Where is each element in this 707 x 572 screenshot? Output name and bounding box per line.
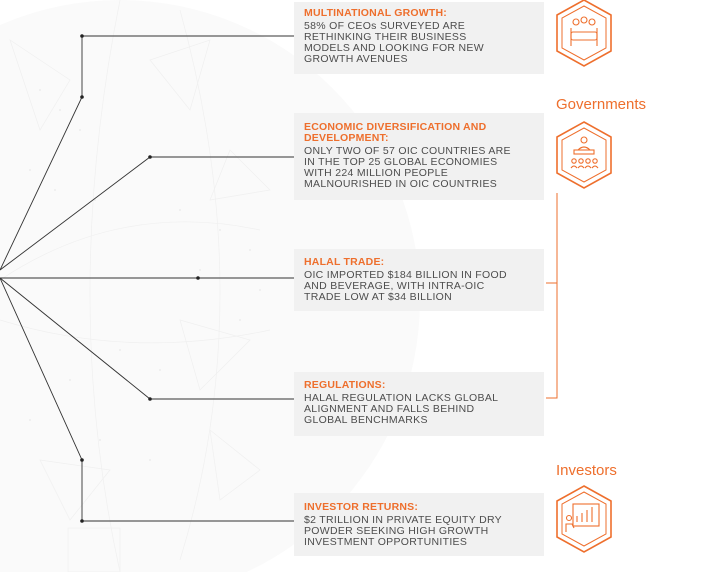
box-body-line: MODELS AND LOOKING FOR NEW <box>304 42 484 54</box>
box-title: REGULATIONS: <box>304 379 386 391</box>
box-body-line: WITH 224 MILLION PEOPLE <box>304 167 449 179</box>
investors-label: Investors <box>556 462 617 479</box>
box-body <box>304 515 534 548</box>
governments-bracket <box>546 193 557 398</box>
box-body-line: HALAL REGULATION LACKS GLOBAL <box>304 392 499 404</box>
box-body-line: TRADE LOW AT $34 BILLION <box>304 291 453 303</box>
info-box-economic-diversification <box>294 113 544 200</box>
connector-dot <box>80 519 84 523</box>
info-box-multinational-growth <box>294 2 544 74</box>
connector-dot <box>148 397 152 401</box>
box-body-line: POWDER SEEKING HIGH GROWTH <box>304 525 489 537</box>
connector-dot <box>80 34 84 38</box>
box-title <box>304 122 534 144</box>
connector-dot <box>196 276 200 280</box>
growth-chart-presentation-icon <box>553 482 615 560</box>
box-body-line: ALIGNMENT AND FALLS BEHIND <box>304 403 475 415</box>
governments-label: Governments <box>556 96 647 113</box>
info-box-investor-returns <box>294 493 544 556</box>
connector-dot <box>80 458 84 462</box>
box-body <box>304 146 534 190</box>
box-title: HALAL TRADE: <box>304 256 385 268</box>
box-title-line: ECONOMIC DIVERSIFICATION AND <box>304 121 487 133</box>
box-body-line: ONLY TWO OF 57 OIC COUNTRIES ARE <box>304 145 511 157</box>
box-body-line: IN THE TOP 25 GLOBAL ECONOMIES <box>304 156 498 168</box>
box-body-line: 58% OF CEOs SURVEYED ARE <box>304 20 466 32</box>
box-body-line: OIC IMPORTED $184 BILLION IN FOOD <box>304 269 507 281</box>
box-body-line: RETHINKING THEIR BUSINESS <box>304 31 467 43</box>
box-body-line: $2 TRILLION IN PRIVATE EQUITY DRY <box>304 514 502 526</box>
box-body-line: GROWTH AVENUES <box>304 53 408 65</box>
box-body-line: AND BEVERAGE, WITH INTRA-OIC <box>304 280 485 292</box>
connector-dot <box>148 155 152 159</box>
box-body-line: INVESTMENT OPPORTUNITIES <box>304 536 468 548</box>
info-box-regulations <box>294 372 544 436</box>
box-title: MULTINATIONAL GROWTH: <box>304 7 448 19</box>
presenter-audience-icon <box>553 118 615 196</box>
box-body-line: GLOBAL BENCHMARKS <box>304 414 428 426</box>
meeting-table-icon <box>553 0 615 74</box>
box-title-line: DEVELOPMENT: <box>304 132 389 144</box>
box-body <box>304 270 534 303</box>
box-body <box>304 393 534 426</box>
box-body-line: MALNOURISHED IN OIC COUNTRIES <box>304 178 498 190</box>
connector-dot <box>80 95 84 99</box>
info-box-halal-trade <box>294 249 544 311</box>
box-title: INVESTOR RETURNS: <box>304 501 419 513</box>
box-body <box>304 21 534 65</box>
